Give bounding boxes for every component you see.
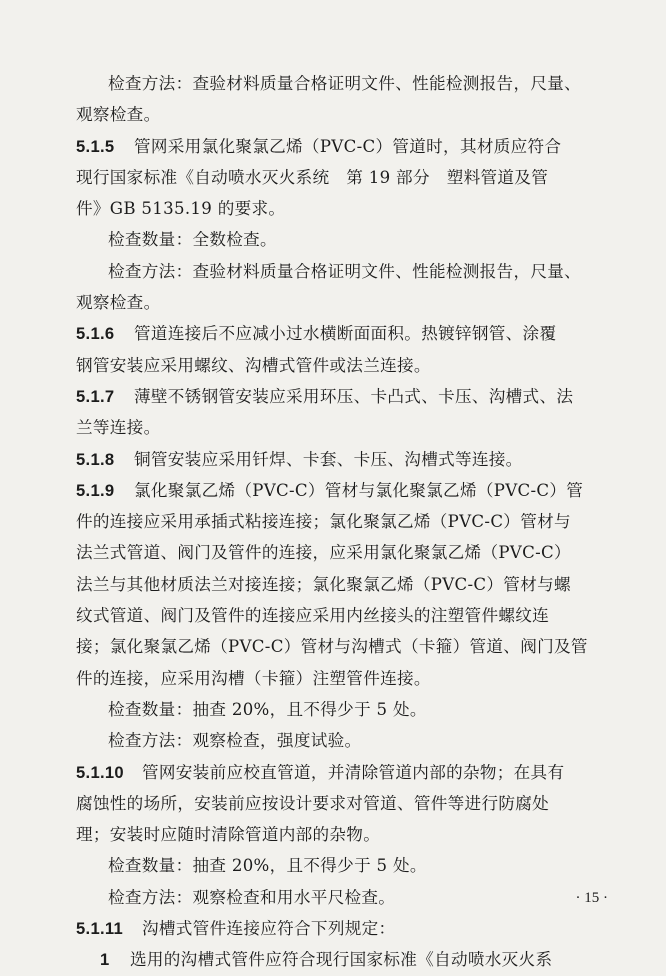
text: 氯化聚氯乙烯（PVC-C）管材与氯化聚氯乙烯（PVC-C）管: [134, 480, 584, 500]
text: 选用的沟槽式管件应符合现行国家标准《自动喷水灭火系: [130, 950, 553, 970]
clause-number: 5.1.10: [76, 762, 124, 782]
text-line: [76, 68, 604, 99]
text-line: [76, 256, 604, 287]
text: 纹式管道、阀门及管件的连接应采用内丝接头的注塑管件螺纹连: [76, 606, 550, 626]
clause-5-1-6: [76, 318, 604, 349]
text: 检查方法：查验材料质量合格证明文件、性能检测报告，尺量、: [108, 261, 582, 281]
text: 管网采用氯化聚氯乙烯（PVC-C）管道时，其材质应符合: [134, 136, 562, 156]
clause-number: 5.1.9: [76, 480, 115, 500]
text: 观察检查。: [76, 105, 161, 125]
clause-5-1-7: [76, 381, 604, 412]
text-line: [76, 224, 604, 255]
text: 铜管安装应采用钎焊、卡套、卡压、沟槽式等连接。: [134, 449, 523, 469]
text: 件的连接，应采用沟槽（卡箍）注塑管件连接。: [76, 668, 431, 688]
text: 观察检查。: [76, 293, 161, 313]
clause-5-1-9: [76, 475, 604, 506]
clause-5-1-10: [76, 757, 604, 788]
clause-number: 5.1.6: [76, 324, 115, 344]
text-line: [76, 725, 604, 756]
text-line: [76, 819, 604, 850]
clause-number: 5.1.7: [76, 386, 115, 406]
text: 检查数量：抽查 20%，且不得少于 5 处。: [108, 856, 427, 876]
text-line: [76, 193, 604, 224]
text: 检查方法：观察检查，强度试验。: [108, 731, 362, 751]
text: 管网安装前应校直管道，并清除管道内部的杂物；在具有: [142, 762, 565, 782]
text: 腐蚀性的场所，安装前应按设计要求对管道、管件等进行防腐处: [76, 793, 550, 813]
text: 件》GB 5135.19 的要求。: [76, 199, 286, 219]
text: 检查方法：查验材料质量合格证明文件、性能检测报告，尺量、: [108, 74, 582, 93]
text-line: [76, 569, 604, 600]
text: 检查数量：抽查 20%，且不得少于 5 处。: [108, 699, 427, 719]
text: 接；氯化聚氯乙烯（PVC-C）管材与沟槽式（卡箍）管道、阀门及管: [76, 637, 588, 657]
clause-number: 5.1.5: [76, 136, 115, 156]
text: 沟槽式管件连接应符合下列规定：: [142, 919, 396, 939]
text-line: [76, 162, 604, 193]
clause-5-1-11: [76, 913, 604, 944]
text: 管道连接后不应减小过水横断面面积。热镀锌钢管、涂覆: [134, 324, 557, 344]
text-line: [76, 412, 604, 443]
text-line: [76, 600, 604, 631]
list-item: [76, 944, 604, 975]
text: 薄壁不锈钢管安装应采用环压、卡凸式、卡压、沟槽式、法: [134, 386, 574, 406]
text-line: [76, 537, 604, 568]
text: 理；安装时应随时清除管道内部的杂物。: [76, 825, 381, 845]
text: 件的连接应采用承插式粘接连接；氯化聚氯乙烯（PVC-C）管材与: [76, 512, 571, 532]
clause-number: 5.1.11: [76, 919, 124, 939]
text: 钢管安装应采用螺纹、沟槽式管件或法兰连接。: [76, 355, 431, 375]
clause-5-1-8: [76, 444, 604, 475]
page-number: · 15 ·: [575, 890, 608, 906]
item-number: 1: [100, 950, 110, 970]
text: 检查数量：全数检查。: [108, 230, 277, 250]
text: 兰等连接。: [76, 418, 161, 438]
text-line: [76, 350, 604, 381]
clause-5-1-5: [76, 131, 604, 162]
text-line: [76, 663, 604, 694]
text-line: [76, 694, 604, 725]
text: 现行国家标准《自动喷水灭火系统 第 19 部分 塑料管道及管: [76, 167, 549, 187]
text-line: [76, 99, 604, 130]
clause-number: 5.1.8: [76, 449, 115, 469]
text: 法兰式管道、阀门及管件的连接，应采用氯化聚氯乙烯（PVC-C）: [76, 543, 571, 563]
text-line: [76, 882, 604, 913]
text-line: [76, 287, 604, 318]
text-line: [76, 850, 604, 881]
text-line: [76, 631, 604, 662]
text: 法兰与其他材质法兰对接连接；氯化聚氯乙烯（PVC-C）管材与螺: [76, 574, 571, 594]
text: 检查方法：观察检查和用水平尺检查。: [108, 887, 396, 907]
text-line: [76, 506, 604, 537]
text-line: [76, 788, 604, 819]
